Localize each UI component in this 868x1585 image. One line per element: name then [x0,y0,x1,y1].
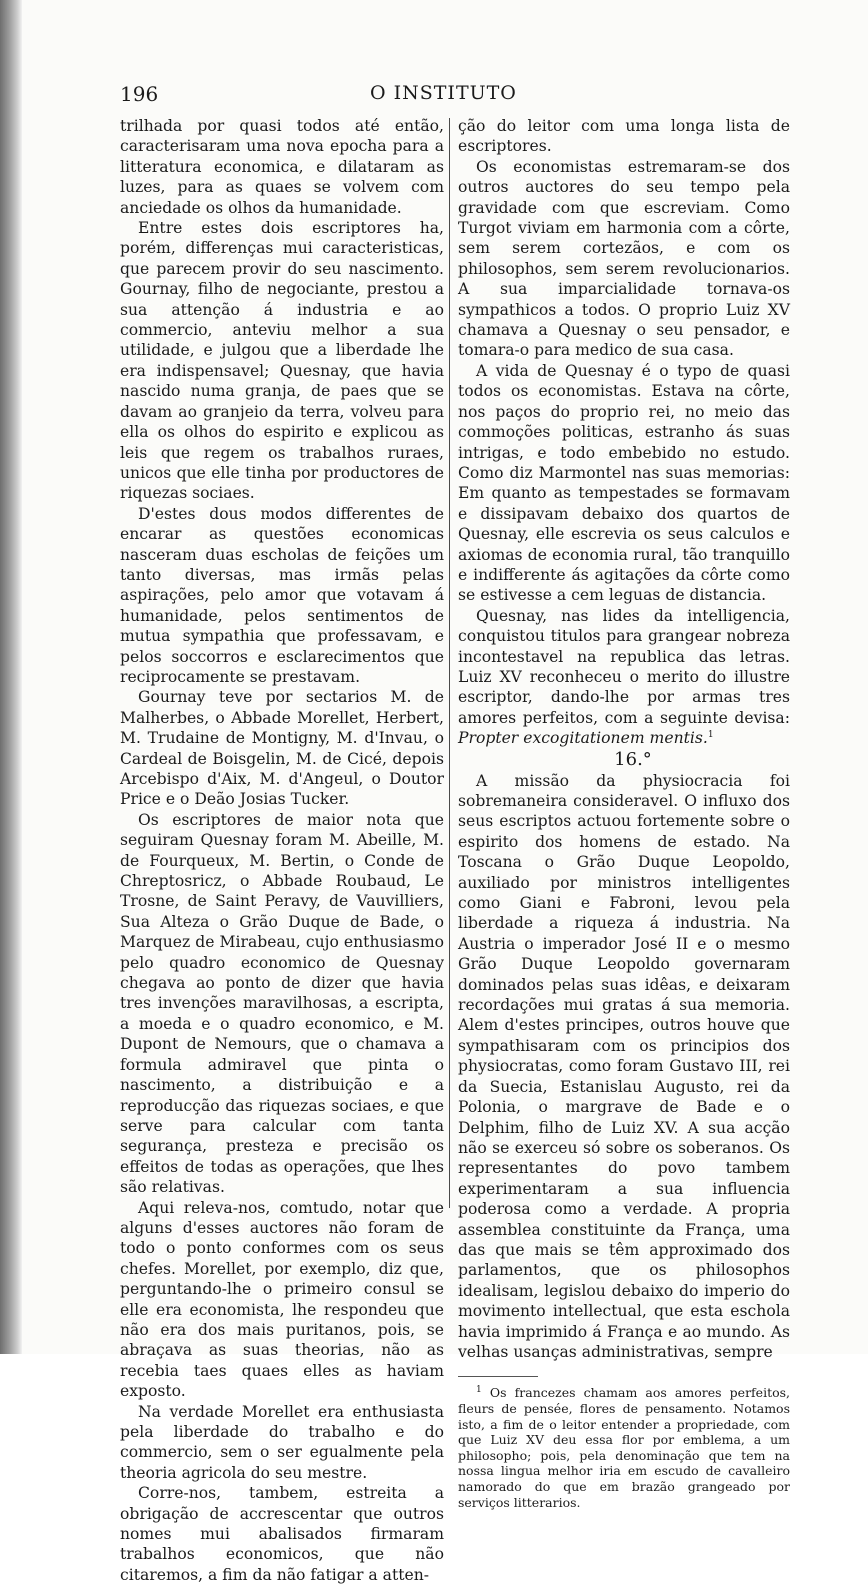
footnote-rule [458,1376,538,1377]
book-spine-shadow [0,0,22,1354]
paragraph: Corre-nos, tambem, estreita a obrigação de accrescentar que outros nomes mui abalisados firmaram trabalhos economicos, que não citaremos, a fim da não fatigar a atten- [120,1484,444,1584]
footnote-text: Os francezes chamam aos amores perfeitos, fleurs de pensée, flores de pensamento. Notamos isto, a fim de o leitor entender a propriedade, com que Luiz XV deu essa flor por emblema, a um philosopho; pois, pela denominação que tem na nossa lingua melhor iria em escudo de cavalleiro namorado do que em brazão grangeado por serviços litterarios. [458,1385,790,1510]
paragraph: Os economistas estremaram-se dos outros auctores do seu tempo pela gravidade com que escreviam. Como Turgot viviam em harmonia com a côrte, sem serem cortezãos, e com os philosophos, sem serem revolucionarios. A sua imparcialidade tornava-os sympathicos a todos. O proprio Luiz XV chamava a Quesnay o seu pensador, e tomara-o para medico de sua casa. [458,157,790,360]
paragraph: Aqui releva-nos, comtudo, notar que alguns d'esses auctores não foram de todo o ponto conformes com os seus chefes. Morellet, por exemplo, diz que, perguntando-lhe o primeiro consul se elle era economista, lhe respondeu que não era dos mais puritanos, pois, se abraçava as suas theorias, não as recebia taes quaes elles as haviam exposto. [120,1198,444,1401]
footnote [458,1385,790,1510]
paragraph: trilhada por quasi todos até então, caracterisaram uma nova epocha para a litteratura economica, e dilataram as luzes, para as quaes se volvem com anciedade os olhos da humanidade. [120,117,444,217]
paragraph: A vida de Quesnay é o typo de quasi todos os economistas. Estava na côrte, nos paços do proprio rei, no meio das commoções politicas, estranho ás suas intrigas, e todo embebido no estudo. Como diz Marmontel nas suas memorias: Em quanto as tempestades se formavam e dissipavam debaixo dos quartos de Quesnay, elle escrevia os seus calculos e axiomas de economia rural, tão tranquillo e indifferente ás agitações da côrte como se estivesse a cem leguas de distancia. [458,361,790,605]
paragraph: D'estes dous modos differentes de encarar as questões economicas nasceram duas escholas de feições um tanto diversas, mas irmãs pelas aspirações, pelo amor que votavam á humanidade, pelos sentimentos de mutua sympathia que professavam, e pelos soccorros e esclarecimentos que reciprocamente se prestavam. [120,504,444,686]
paragraph: A missão da physiocracia foi sobremaneira consideravel. O influxo dos seus escriptos actuou fortemente sobre o espirito dos homens de estado. Na Toscana o Grão Duque Leopoldo, auxiliado por ministros intelligentes como Giani e Fabroni, levou pela liberdade a riqueza á industria. Na Austria o imperador José II e o mesmo Grão Duque Leopoldo governaram dominados pelas suas idêas, e deixaram recordações mui gratas á sua memoria. Alem d'estes principes, outros houve que sympathisaram com os principios dos physiocratas, como foram Gustavo III, rei da Suecia, Estanislau Augusto, rei da Polonia, o margrave de Bade e o Delphim, filho de Luiz XV. A sua acção não se exerceu só sobre os soberanos. Os representantes do povo tambem experimentaram a sua influencia poderosa como a verdade. A propria assemblea constituinte da França, uma das que mais se têm approximado dos parlamentos, que os philosophos idealisam, legislou debaixo do imperio do movimento intellectual, que esta eschola havia imprimido á França e ao mundo. As velhas usanças administrativas, sempre [458,771,790,1361]
footnote-ref: 1 [707,730,714,740]
column-divider [449,118,450,1208]
paragraph: ção do leitor com uma longa lista de escriptores. [458,117,790,156]
paragraph: Gournay teve por sectarios M. de Malherbes, o Abbade Morellet, Herbert, M. Trudaine de Montigny, M. d'Invau, o Cardeal de Boisgelin, M. de Cicé, depois Arcebispo d'Aix, M. d'Angeul, o Doutor Price e o Deão Josias Tucker. [120,688,444,809]
motto-paragraph-text: Quesnay, nas lides da intelligencia, conquistou titulos para grangear nobreza incontestavel na republica das letras. Luiz XV reconheceu o merito do illustre escriptor, dando-lhe por armas tres amores perfeitos, com a seguinte devisa: [458,606,790,727]
paragraph: Na verdade Morellet era enthusiasta pela liberdade do trabalho e do commercio, sem o ser egualmente pela theoria agricola do seu mestre. [120,1402,444,1482]
motto-latin: Propter excogitationem mentis. [458,729,708,748]
paragraph: Os escriptores de maior nota que seguiram Quesnay foram M. Abeille, M. de Fourqueux, M. Bertin, o Conde de Chreptosricz, o Abbade Roubaud, Le Trosne, de Saint Peravy, de Vauvilliers, Sua Alteza o Grão Duque de Bade, o Marquez de Mirabeau, cujo enthusiasmo pelo quadro economico de Quesnay chegava ao ponto de dizer que havia tres invenções maravilhosas, a escripta, a moeda e o quadro economico, e M. Dupont de Nemours, que o chamava a formula admiravel que pinta o nascimento, a distribuição e a reproducção das riquezas sociaes, e que serve para calcular com tanta segurança, presteza e precisão os effeitos de todas as operações, que lhes são relativas. [120,810,444,1197]
left-column [120,116,444,1585]
running-title: O INSTITUTO [370,82,517,104]
page-header [120,82,810,110]
paragraph: Entre estes dois escriptores ha, porém, differenças mui caracteristicas, que parecem provir do seu nascimento. Gournay, filho de negociante, prestou a sua attenção á industria e ao commercio, anteviu melhor a sua utilidade, e julgou que a liberdade lhe era indispensavel; Quesnay, que havia nascido numa granja, de paes que se davam ao granjeio da terra, volveu para ella os olhos do espirito e explicou as leis que regem os trabalhos ruraes, unicos que elle tinha por productores de riquezas sociaes. [120,219,444,503]
paragraph-motto [458,606,790,749]
right-column [458,116,790,1510]
section-number: 16.° [614,748,652,770]
footnote-mark: 1 [476,1385,482,1396]
page-number: 196 [120,82,159,106]
